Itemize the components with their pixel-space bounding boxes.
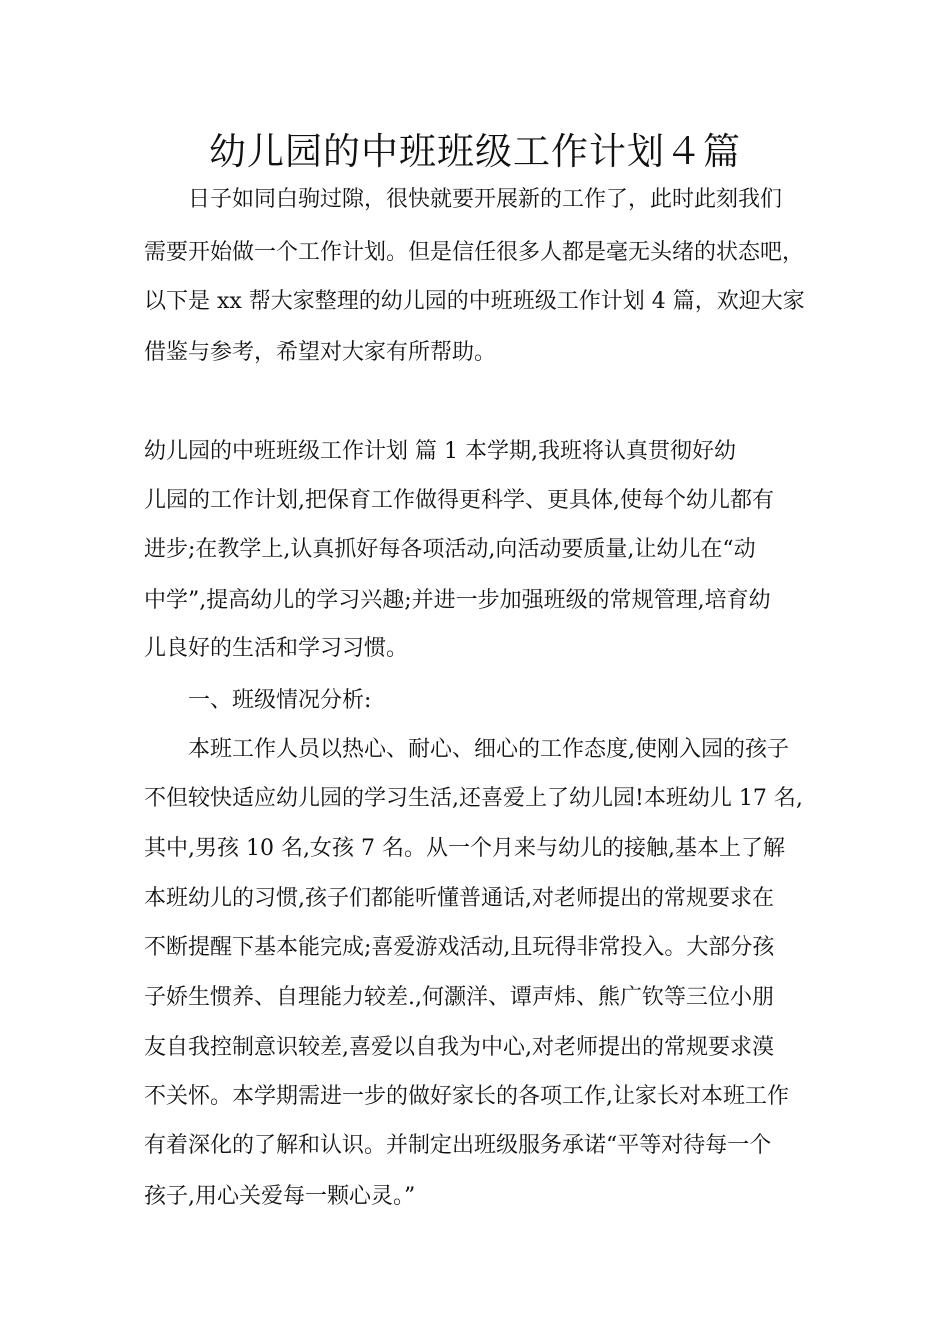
body-line: 中学”,提高幼儿的学习兴趣;并进一步加强班级的常规管理,培育幼 [144, 588, 771, 613]
intro-line-1: 日子如同白驹过隙，很快就要开展新的工作了，此时此刻我们 [188, 187, 783, 212]
body-line: 本班工作人员以热心、耐心、细心的工作态度,使刚入园的孩子 [188, 737, 789, 762]
intro-line-3: 以下是 xx 帮大家整理的幼儿园的中班班级工作计划 4 篇，欢迎大家 [144, 289, 805, 314]
subheading-class-analysis: 一、班级情况分析: [188, 688, 372, 713]
document-title: 幼儿园的中班班级工作计划４篇 [209, 130, 741, 173]
body-line: 儿园的工作计划,把保育工作做得更科学、更具体,使每个幼儿都有 [144, 488, 774, 513]
body-line: 有着深化的了解和认识。并制定出班级服务承诺“平等对待每一个 [144, 1133, 772, 1158]
body-line: 孩子,用心关爱每一颗心灵。” [144, 1184, 416, 1209]
intro-line-2: 需要开始做一个工作计划。但是信任很多人都是毫无头绪的状态吧， [144, 240, 805, 265]
body-line: 其中,男孩 10 名,女孩 7 名。从一个月来与幼儿的接触,基本上了解 [144, 836, 785, 861]
body-line: 本班幼儿的习惯,孩子们都能听懂普通话,对老师提出的常规要求在 [144, 886, 774, 911]
body-line: 友自我控制意识较差,喜爱以自我为中心,对老师提出的常规要求漠 [144, 1035, 774, 1060]
body-line: 儿良好的生活和学习习惯。 [144, 636, 409, 661]
intro-line-4: 借鉴与参考，希望对大家有所帮助。 [144, 340, 497, 365]
body-line: 不关怀。本学期需进一步的做好家长的各项工作,让家长对本班工作 [144, 1084, 789, 1109]
body-line: 不断提醒下基本能完成;喜爱游戏活动,且玩得非常投入。大部分孩 [144, 935, 775, 960]
body-line: 不但较快适应幼儿园的学习生活,还喜爱上了幼儿园!本班幼儿 17 名, [144, 786, 803, 811]
section-heading-line: 幼儿园的中班班级工作计划 篇 1 本学期,我班将认真贯彻好幼 [144, 439, 736, 464]
body-line: 进步;在教学上,认真抓好每各项活动,向活动要质量,让幼儿在“动 [144, 537, 756, 562]
body-line: 子娇生惯养、自理能力较差.,何灏洋、谭声炜、熊广钦等三位小朋 [144, 985, 774, 1010]
